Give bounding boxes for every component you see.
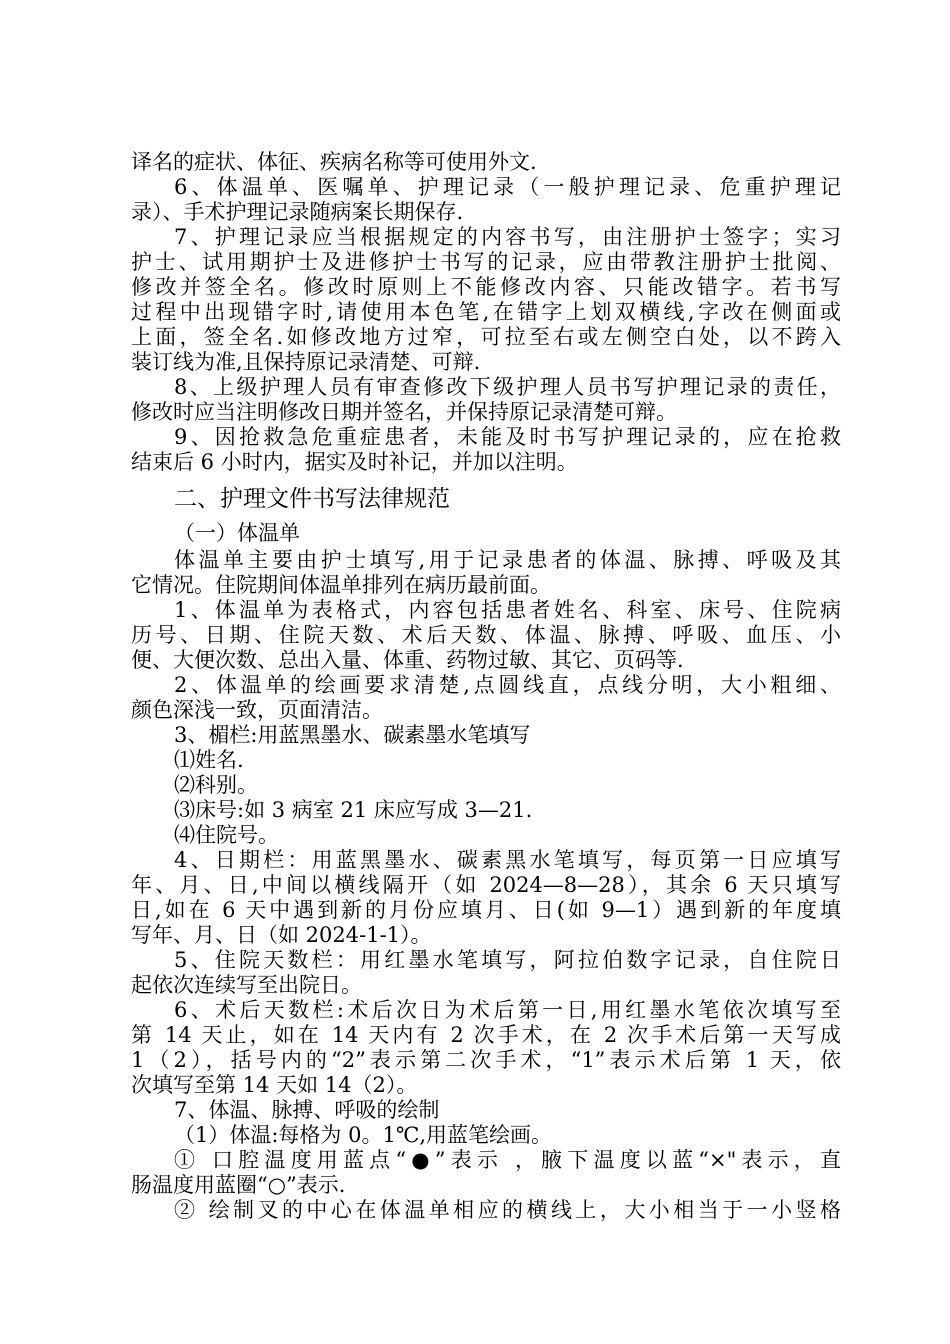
text-line: 6、体温单、医嘱单、护理记录（一般护理记录、危重护理记 — [174, 175, 841, 199]
text-line: 9、因抢救急危重症患者，未能及时书写护理记录的，应在抢救 — [174, 425, 841, 449]
text-line: ⑵科别。 — [174, 773, 258, 797]
section-heading: 二、护理文件书写法律规范 — [174, 486, 450, 512]
text-line: 便、大便次数、总出入量、体重、药物过敏、其它、页码等. — [131, 648, 684, 672]
text-line: ⑶床号:如 3 病室 21 床应写成 3—21. — [174, 798, 533, 822]
text-line: 1、体温单为表格式，内容包括患者姓名、科室、床号、住院病 — [174, 598, 841, 622]
text-line: 修改时应当注明修改日期并签名，并保持原记录清楚可辩。 — [131, 400, 677, 424]
subsection-heading: （一）体温单 — [174, 521, 300, 545]
text-line: 录）、手术护理记录随病案长期保存. — [131, 200, 464, 224]
text-line: 起依次连续写至出院日。 — [131, 973, 362, 997]
text-line: 5、住院天数栏：用红墨水笔填写，阿拉伯数字记录，自住院日 — [174, 948, 841, 972]
text-line: 1（2），括号内的“2”表示第二次手术，“1”表示术后第 1 天，依 — [131, 1048, 841, 1072]
text-line: ⑷住院号。 — [174, 823, 279, 847]
text-line: 6、术后天数栏:术后次日为术后第一日,用红墨水笔依次填写至 — [174, 998, 841, 1022]
text-line: （1）体温:每格为 0。1℃,用蓝笔绘画。 — [174, 1123, 552, 1147]
text-line: 4、日期栏：用蓝黑墨水、碳素黑水笔填写，每页第一日应填写 — [174, 848, 841, 872]
text-line: ① 口腔温度用蓝点“●”表示 ，腋下温度以蓝“×"表示，直 — [174, 1148, 841, 1172]
text-line: 历号、日期、住院天数、术后天数、体温、脉搏、呼吸、血压、小 — [131, 623, 841, 647]
text-line: 装订线为准,且保持原记录清楚、可辩. — [131, 350, 481, 374]
text-line: 7、体温、脉搏、呼吸的绘制 — [174, 1098, 440, 1122]
text-line: 过程中出现错字时,请使用本色笔,在错字上划双横线,字改在侧面或 — [131, 300, 841, 324]
text-line: 第 14 天止，如在 14 天内有 2 次手术，在 2 次手术后第一天写成 — [131, 1023, 841, 1047]
text-line: 译名的症状、体征、疾病名称等可使用外文. — [131, 150, 537, 174]
text-line: 8、上级护理人员有审查修改下级护理人员书写护理记录的责任， — [174, 375, 841, 399]
text-line: ⑴姓名. — [174, 748, 244, 772]
text-line: 结束后 6 小时内，据实及时补记，并加以注明。 — [131, 450, 578, 474]
text-line: 它情况。住院期间体温单排列在病历最前面。 — [131, 573, 551, 597]
text-line: 肠温度用蓝圈“○”表示. — [131, 1173, 346, 1197]
text-line: 日,如在 6 天中遇到新的月份应填月、日(如 9—1）遇到新的年度填 — [131, 898, 841, 922]
text-line: ② 绘制叉的中心在体温单相应的横线上，大小相当于一小竖格 — [174, 1198, 841, 1222]
text-line: 7、护理记录应当根据规定的内容书写，由注册护士签字；实习 — [174, 225, 841, 249]
text-line: 上面，签全名.如修改地方过窄，可拉至右或左侧空白处，以不跨入 — [131, 325, 841, 349]
text-line: 3、楣栏:用蓝黑墨水、碳素墨水笔填写 — [174, 723, 531, 747]
text-line: 次填写至第 14 天如 14（2）。 — [131, 1073, 418, 1097]
text-line: 年、月、日,中间以横线隔开（如 2024—8—28），其余 6 天只填写 — [131, 873, 841, 897]
text-line: 护士、试用期护士及进修护士书写的记录，应由带教注册护士批阅、 — [131, 250, 841, 274]
text-line: 2、体温单的绘画要求清楚,点圆线直，点线分明，大小粗细、 — [174, 673, 841, 697]
text-line: 修改并签全名。修改时原则上不能修改内容、只能改错字。若书写 — [131, 275, 841, 299]
text-line: 颜色深浅一致，页面清洁。 — [131, 698, 383, 722]
text-line: 体温单主要由护士填写,用于记录患者的体温、脉搏、呼吸及其 — [174, 548, 841, 572]
text-line: 写年、月、日（如 2024-1-1）。 — [131, 923, 432, 947]
